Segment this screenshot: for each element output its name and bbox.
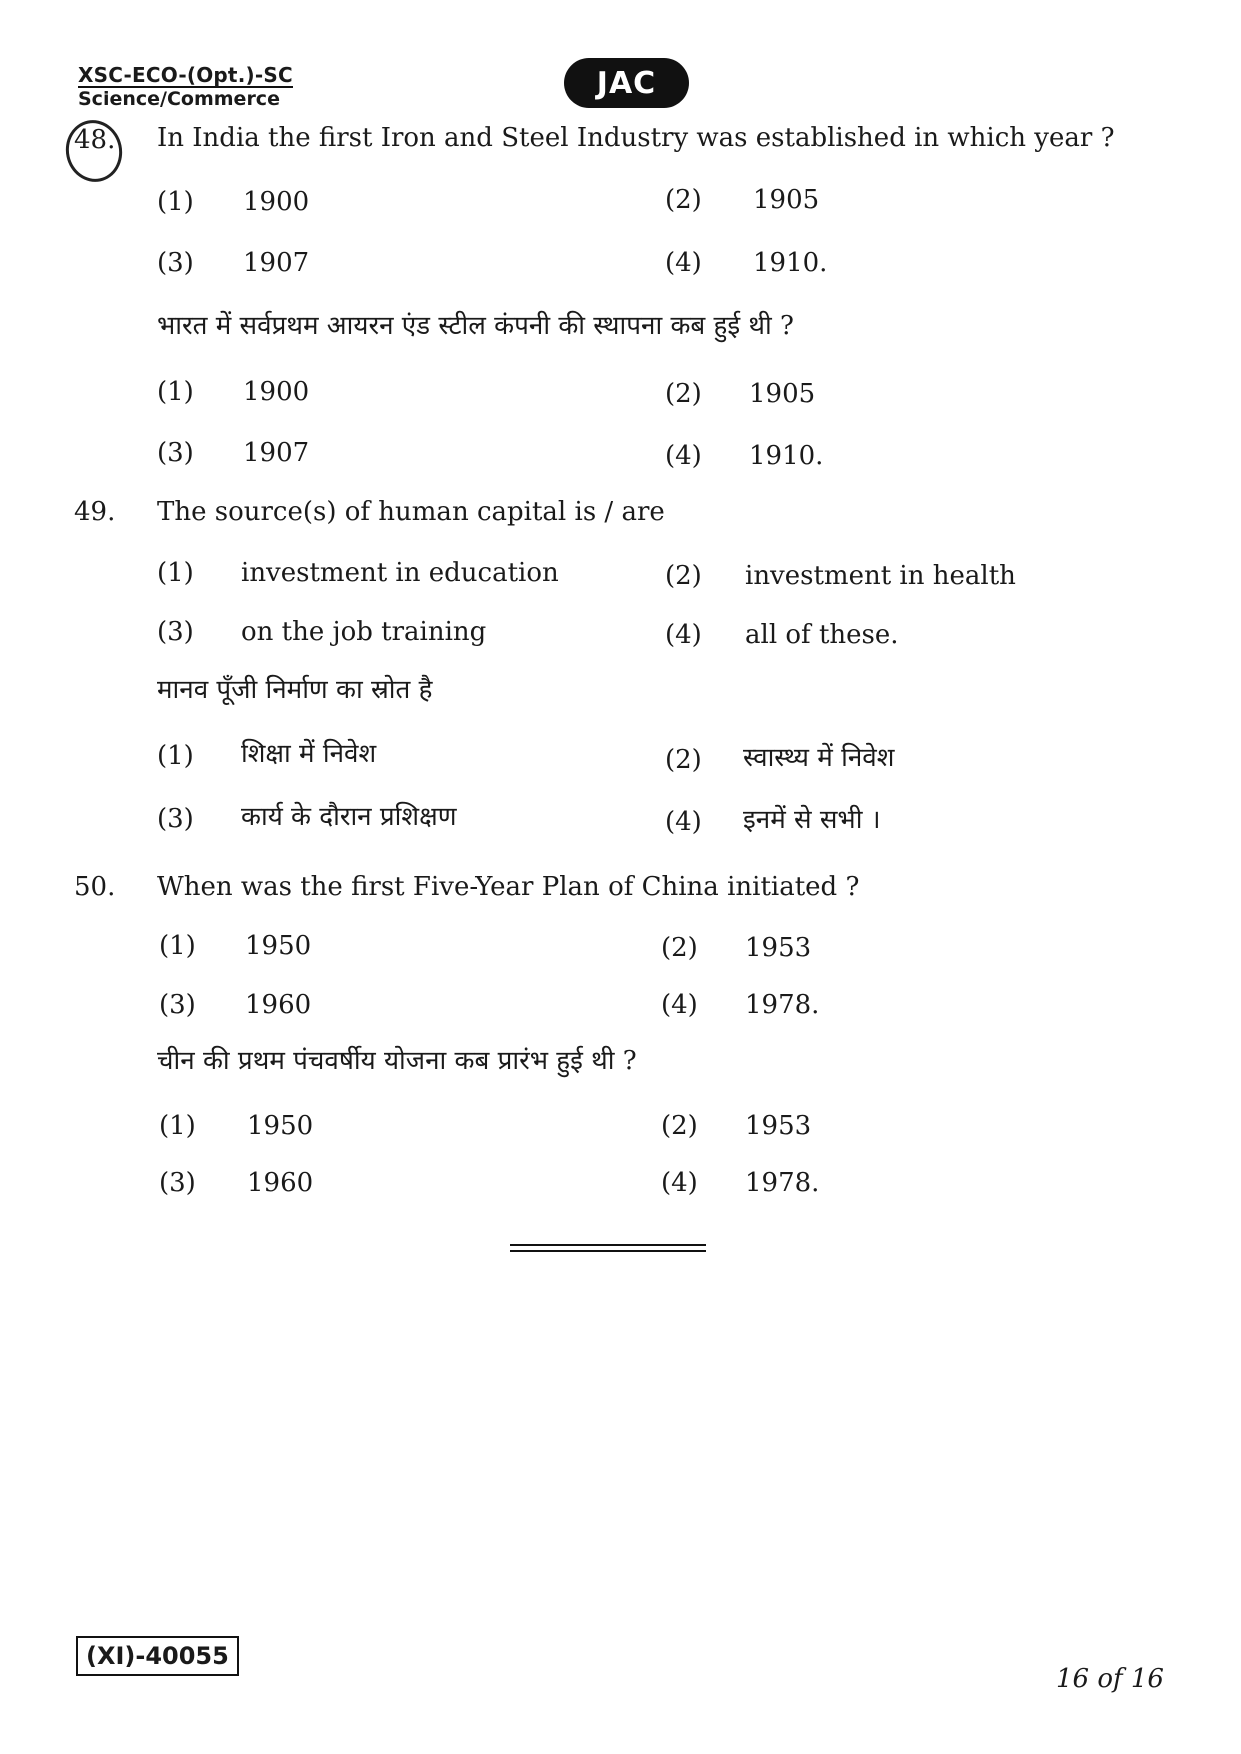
option-text: शिक्षा में निवेश xyxy=(241,739,377,769)
jac-badge: JAC xyxy=(564,58,689,108)
question-text-hi: मानव पूँजी निर्माण का स्रोत है xyxy=(157,675,433,705)
option-label: (4) xyxy=(665,620,702,650)
option-label: (4) xyxy=(665,807,702,837)
option-label: (1) xyxy=(157,377,194,407)
option-text: 1960 xyxy=(247,1168,314,1198)
question-number: 50. xyxy=(74,872,116,902)
option-text: 1910. xyxy=(753,248,828,278)
option-label: (4) xyxy=(661,1168,698,1198)
option-label: (3) xyxy=(157,617,194,647)
option-label: (3) xyxy=(159,1168,196,1198)
option-text: investment in health xyxy=(745,561,1016,591)
option-text: इनमें से सभी । xyxy=(743,805,881,835)
option-label: (4) xyxy=(661,990,698,1020)
question-text-hi: भारत में सर्वप्रथम आयरन एंड स्टील कंपनी की स्थापना कब हुई थी ? xyxy=(157,311,794,341)
option-text: 1910. xyxy=(749,441,824,471)
option-text: 1953 xyxy=(745,1111,812,1141)
option-label: (1) xyxy=(159,1111,196,1141)
option-text: 1950 xyxy=(245,931,312,961)
page-number: 16 of 16 xyxy=(1056,1664,1164,1694)
option-text: 1960 xyxy=(245,990,312,1020)
option-label: (2) xyxy=(665,185,702,215)
option-text: 1953 xyxy=(745,933,812,963)
option-label: (4) xyxy=(665,441,702,471)
option-label: (2) xyxy=(665,379,702,409)
option-label: (2) xyxy=(665,745,702,775)
option-text: 1978. xyxy=(745,990,820,1020)
option-text: 1907 xyxy=(243,438,310,468)
option-text: 1905 xyxy=(753,185,820,215)
option-text: 1907 xyxy=(243,248,310,278)
option-label: (1) xyxy=(157,558,194,588)
option-label: (2) xyxy=(661,1111,698,1141)
question-number: 49. xyxy=(74,497,116,527)
option-label: (1) xyxy=(157,741,194,771)
option-text: स्वास्थ्य में निवेश xyxy=(743,743,895,773)
paper-code: XSC-ECO-(Opt.)-SC xyxy=(78,63,293,87)
option-text: all of these. xyxy=(745,620,899,650)
end-rule xyxy=(510,1250,706,1252)
option-text: 1978. xyxy=(745,1168,820,1198)
option-text: कार्य के दौरान प्रशिक्षण xyxy=(241,802,457,832)
option-label: (2) xyxy=(665,561,702,591)
option-text: 1950 xyxy=(247,1111,314,1141)
question-text-en: In India the first Iron and Steel Industry was established in which year ? xyxy=(157,123,1115,153)
option-label: (4) xyxy=(665,248,702,278)
question-text-en: The source(s) of human capital is / are xyxy=(157,497,665,527)
question-number: 48. xyxy=(74,125,116,155)
option-label: (2) xyxy=(661,933,698,963)
option-text: investment in education xyxy=(241,558,559,588)
end-rule xyxy=(510,1244,706,1246)
question-text-hi: चीन की प्रथम पंचवर्षीय योजना कब प्रारंभ हुई थी ? xyxy=(157,1046,637,1076)
option-text: 1905 xyxy=(749,379,816,409)
option-label: (3) xyxy=(157,438,194,468)
option-label: (1) xyxy=(159,931,196,961)
question-text-en: When was the first Five-Year Plan of China initiated ? xyxy=(157,872,860,902)
option-label: (3) xyxy=(157,248,194,278)
option-label: (3) xyxy=(159,990,196,1020)
option-text: 1900 xyxy=(243,377,310,407)
paper-stream: Science/Commerce xyxy=(78,88,280,110)
option-label: (3) xyxy=(157,804,194,834)
option-label: (1) xyxy=(157,187,194,217)
footer-code: (XI)-40055 xyxy=(76,1636,239,1676)
option-text: on the job training xyxy=(241,617,487,647)
option-text: 1900 xyxy=(243,187,310,217)
